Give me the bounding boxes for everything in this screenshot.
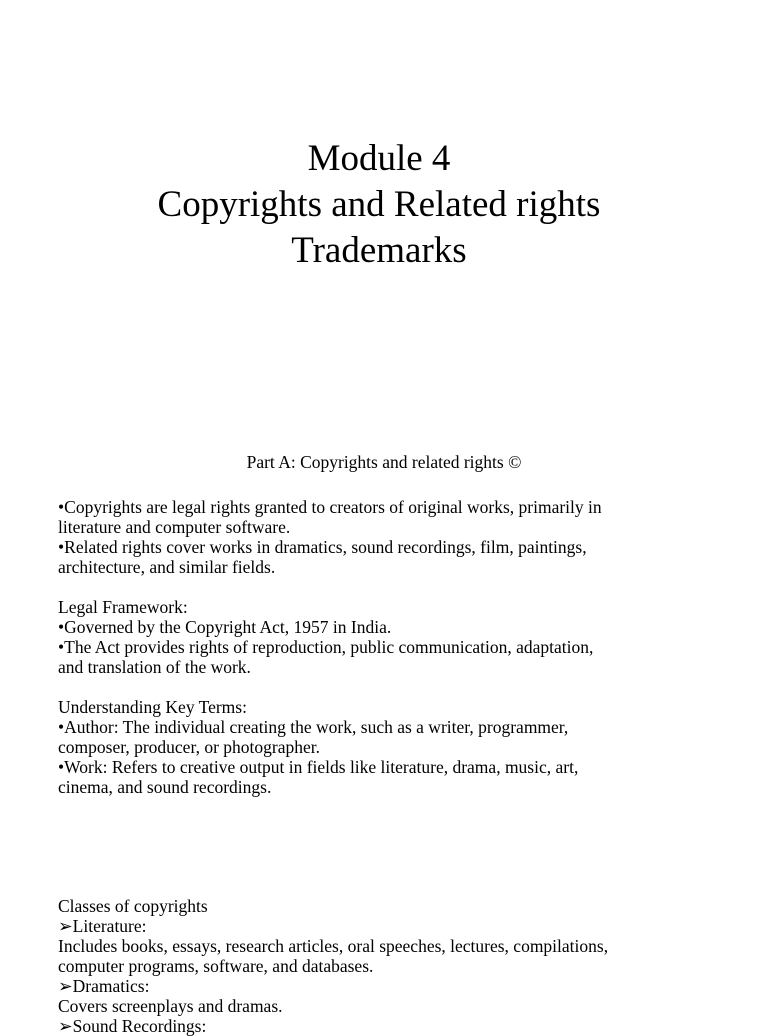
dramatics-text: Covers screenplays and dramas.: [58, 996, 283, 1016]
intro-bullet-1-cont: literature and computer software.: [58, 517, 291, 537]
key-terms-bullet-2-cont: cinema, and sound recordings.: [58, 777, 272, 797]
key-terms-bullet-2: [58, 757, 758, 777]
key-terms-bullet-1-text: Author: The individual creating the work, such as a writer, programmer,: [64, 717, 569, 737]
legal-framework-heading: Legal Framework:: [58, 597, 188, 617]
arrow-bullet-icon: ➢: [58, 1016, 73, 1036]
intro-bullet-2-text: Related rights cover works in dramatics, sound recordings, film, paintings,: [64, 537, 587, 557]
bullet-icon: •: [58, 617, 65, 637]
legal-bullet-1: [58, 617, 758, 637]
title-trademarks: Trademarks: [291, 230, 467, 271]
key-terms-heading: Understanding Key Terms:: [58, 697, 247, 717]
intro-section: [58, 497, 758, 577]
bullet-icon: •: [58, 497, 65, 517]
arrow-bullet-icon: ➢: [58, 916, 73, 936]
document-title: [0, 136, 758, 274]
bullet-icon: •: [58, 537, 65, 557]
key-terms-section: [58, 697, 758, 797]
bullet-icon: •: [58, 757, 65, 777]
sound-recordings-label-text: Sound Recordings:: [72, 1016, 207, 1036]
legal-framework-section: [58, 597, 758, 677]
literature-label: [58, 916, 758, 936]
intro-bullet-2-cont: architecture, and similar fields.: [58, 557, 276, 577]
title-copyrights: Copyrights and Related rights: [157, 184, 601, 225]
part-a-heading: Part A: Copyrights and related rights ©: [246, 452, 522, 472]
classes-heading: Classes of copyrights: [58, 896, 208, 916]
intro-bullet-1: [58, 497, 758, 517]
key-terms-bullet-1-cont: composer, producer, or photographer.: [58, 737, 320, 757]
literature-text-2: computer programs, software, and databases.: [58, 956, 374, 976]
dramatics-label: [58, 976, 758, 996]
title-module: Module 4: [307, 138, 451, 179]
intro-bullet-1-text: Copyrights are legal rights granted to creators of original works, primarily in: [64, 497, 602, 517]
classes-section: [58, 896, 758, 1036]
literature-label-text: Literature:: [72, 916, 147, 936]
intro-bullet-2: [58, 537, 758, 557]
bullet-icon: •: [58, 637, 65, 657]
key-terms-bullet-2-text: Work: Refers to creative output in fields like literature, drama, music, art,: [64, 757, 579, 777]
sound-recordings-label: [58, 1016, 758, 1036]
legal-bullet-2-cont: and translation of the work.: [58, 657, 251, 677]
arrow-bullet-icon: ➢: [58, 976, 73, 996]
bullet-icon: •: [58, 717, 65, 737]
legal-bullet-2-text: The Act provides rights of reproduction, public communication, adaptation,: [64, 637, 594, 657]
legal-bullet-2: [58, 637, 758, 657]
dramatics-label-text: Dramatics:: [72, 976, 150, 996]
literature-text-1: Includes books, essays, research articles, oral speeches, lectures, compilations,: [58, 936, 609, 956]
key-terms-bullet-1: [58, 717, 758, 737]
legal-bullet-1-text: Governed by the Copyright Act, 1957 in India.: [64, 617, 392, 637]
